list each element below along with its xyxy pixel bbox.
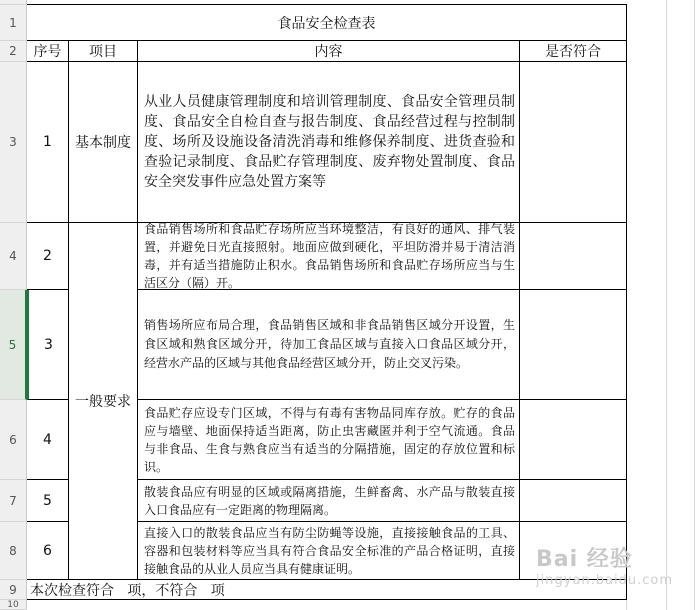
row-header-3[interactable]: 3 <box>0 62 27 223</box>
row-header-7[interactable]: 7 <box>0 480 27 522</box>
table-title[interactable]: 食品安全检查表 <box>27 5 627 41</box>
content-cell-4[interactable]: 食品贮存应设专门区域，不得与有毒有害物品同库存放。贮存的食品应与墙壁、地面保持适当距离，防止虫害藏匿并利于空气流通。食品与非食品、生食与熟食应当有适当的分隔措施，固定的存放位置和标识。 <box>138 400 520 480</box>
seq-cell-2[interactable]: 2 <box>27 223 69 290</box>
row-header-10[interactable]: 10 <box>0 600 27 610</box>
comply-cell-2[interactable] <box>520 223 627 290</box>
seq-cell-1[interactable]: 1 <box>27 62 69 223</box>
header-seq[interactable]: 序号 <box>27 41 69 62</box>
grid-row-10 <box>27 600 627 610</box>
content-cell-6[interactable]: 直接入口的散装食品应当有防尘防蝇等设施，直接接触食品的工具、容器和包装材料等应当具有符合食品安全标准的产品合格证明，直接接触食品的从业人员应当具有健康证明。 <box>138 522 520 580</box>
row-header-5[interactable]: 5 <box>0 290 27 400</box>
seq-cell-4[interactable]: 4 <box>27 400 69 480</box>
seq-cell-5[interactable]: 5 <box>27 480 69 522</box>
content-cell-2[interactable]: 食品销售场所和食品贮存场所应当环境整洁，有良好的通风、排气装置，并避免日光直接照射。地面应做到硬化，平坦防滑并易于清洁消毒，并有适当措施防止积水。食品销售场所和食品贮存场所应当与生活区分（隔）开。 <box>138 223 520 290</box>
header-item[interactable]: 项目 <box>69 41 138 62</box>
row-header-2[interactable]: 2 <box>0 41 27 62</box>
item-cell-general[interactable]: 一般要求 <box>69 223 138 580</box>
item-cell-basic[interactable]: 基本制度 <box>69 62 138 223</box>
watermark-sub: jingyan.baidu.com <box>536 573 673 588</box>
summary-cell[interactable]: 本次检查符合 项，不符合 项 <box>27 580 627 600</box>
row-header-4[interactable]: 4 <box>0 223 27 290</box>
watermark-text: Bai 经验 <box>536 547 633 572</box>
comply-cell-5[interactable] <box>520 480 627 522</box>
comply-cell-4[interactable] <box>520 400 627 480</box>
comply-cell-1[interactable] <box>520 62 627 223</box>
header-comply[interactable]: 是否符合 <box>520 41 627 62</box>
seq-cell-3[interactable]: 3 <box>27 290 69 400</box>
content-cell-3[interactable]: 销售场所应布局合理，食品销售区域和非食品销售区域分开设置，生食区域和熟食区域分开，待加工食品区域与直接入口食品区域分开，经营水产品的区域与其他食品经营区域分开，防止交叉污染。 <box>138 290 520 400</box>
grid-col-right2 <box>667 0 695 610</box>
seq-cell-6[interactable]: 6 <box>27 522 69 580</box>
row-header-8[interactable]: 8 <box>0 522 27 580</box>
grid-col-right <box>627 0 667 610</box>
content-cell-5[interactable]: 散装食品应有明显的区域或隔离措施，生鲜畜禽、水产品与散装直接入口食品应有一定距离的物理隔离。 <box>138 480 520 522</box>
header-content[interactable]: 内容 <box>138 41 520 62</box>
row-header-6[interactable]: 6 <box>0 400 27 480</box>
baidu-watermark <box>536 542 673 588</box>
row-header-9[interactable]: 9 <box>0 580 27 600</box>
content-cell-1[interactable]: 从业人员健康管理制度和培训管理制度、食品安全管理员制度、食品安全自检自查与报告制度、食品经营过程与控制制度、场所及设施设备清洗消毒和维修保养制度、进货查验和查验记录制度、食品贮存管理制度、废弃物处置制度、食品安全突发事件应急处置方案等 <box>138 62 520 223</box>
row-header-1[interactable]: 1 <box>0 5 27 41</box>
comply-cell-3[interactable] <box>520 290 627 400</box>
